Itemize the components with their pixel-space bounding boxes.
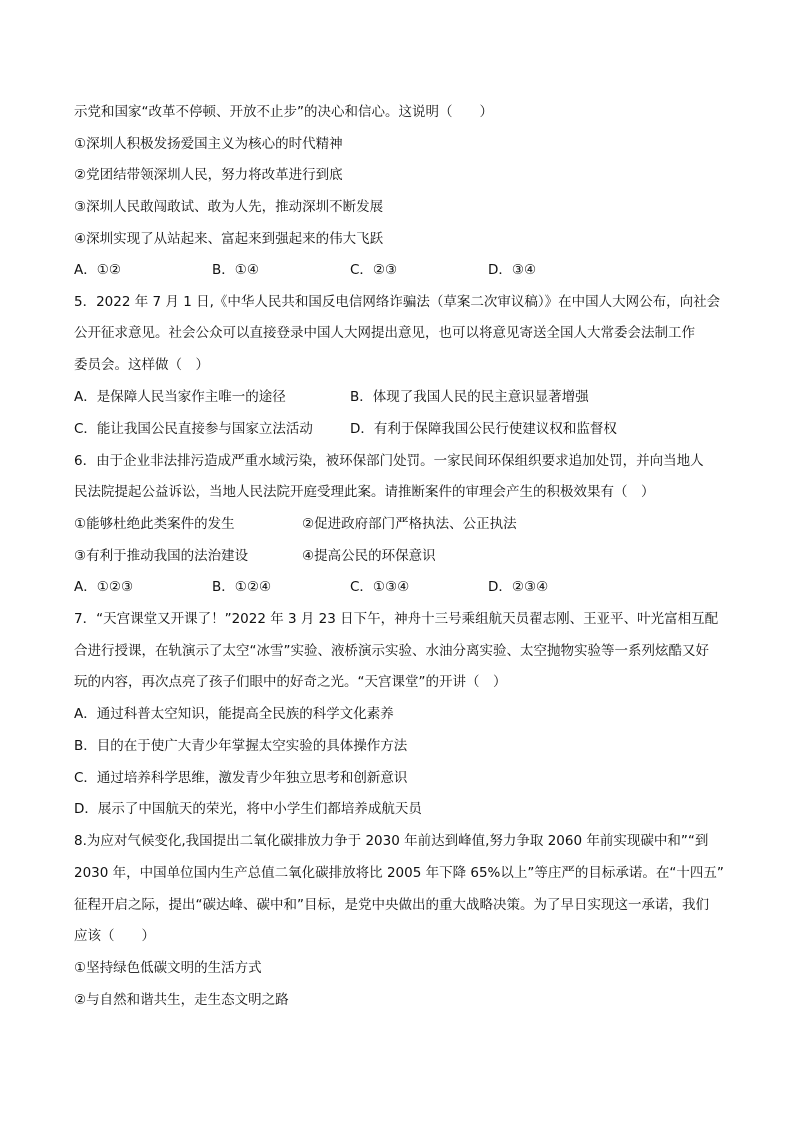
q6-items-row-1: [74, 514, 734, 534]
q6-options: [74, 577, 734, 597]
q4-option-c[interactable]: C．②③: [350, 262, 398, 278]
q4-option-a[interactable]: A．①②: [74, 262, 121, 278]
q4-options: [74, 260, 734, 280]
q7-option-b[interactable]: B．目的在于使广大青少年掌握太空实验的具体操作方法: [74, 738, 408, 754]
q4-item-1: ①深圳人积极发扬爱国主义为核心的时代精神: [74, 136, 343, 152]
q6-items-row-2: [74, 546, 734, 566]
q5-option-a[interactable]: A．是保障人民当家作主唯一的途径: [74, 389, 286, 405]
q8-item-2: ②与自然和谐共生，走生态文明之路: [74, 992, 289, 1008]
q4-item-3: ③深圳人民敢闯敢试、敢为人先，推动深圳不断发展: [74, 199, 384, 215]
q7-stem-line-1: 7．“天宫课堂又开课了！”2022 年 3 月 23 日下午，神舟十三号乘组航天员翟志刚、王亚平、叶光富相互配: [74, 611, 719, 627]
q6-item-3: ③有利于推动我国的法治建设: [74, 548, 249, 564]
q6-option-d[interactable]: D．②③④: [488, 579, 549, 595]
q4-stem-tail: 示党和国家“改革不停顿、开放不止步”的决心和信心。这说明（ ）: [74, 104, 493, 120]
q4-item-2: ②党团结带领深圳人民，努力将改革进行到底: [74, 167, 343, 183]
q6-option-a[interactable]: A．①②③: [74, 579, 134, 595]
q8-stem-line-4: 应该（ ）: [74, 928, 155, 944]
q7-stem-line-3: 玩的内容，再次点亮了孩子们眼中的好奇之光。“天宫课堂”的开讲（ ）: [74, 674, 507, 690]
q5-stem-line-2: 公开征求意见。社会公众可以直接登录中国人大网提出意见，也可以将意见寄送全国人大常委会法制工作: [74, 325, 695, 341]
q6-option-c[interactable]: C．①③④: [350, 579, 410, 595]
q7-option-c[interactable]: C．通过培养科学思维，激发青少年独立思考和创新意识: [74, 770, 408, 786]
q5-stem-line-3: 委员会。这样做（ ）: [74, 357, 209, 373]
q4-option-d[interactable]: D．③④: [488, 262, 537, 278]
q6-stem-line-2: 民法院提起公益诉讼，当地人民法院开庭受理此案。请推断案件的审理会产生的积极效果有（ ）: [74, 484, 655, 500]
q6-item-4: ④提高公民的环保意识: [302, 548, 436, 564]
q5-options-row-2: [74, 419, 734, 439]
q7-option-d[interactable]: D．展示了中国航天的荣光，将中小学生们都培养成航天员: [74, 801, 422, 817]
q6-option-b[interactable]: B．①②④: [212, 579, 272, 595]
q8-stem-line-2: 2030 年，中国单位国内生产总值二氧化碳排放将比 2005 年下降 65%以上”等庄严的目标承诺。在“十四五”: [74, 865, 724, 881]
q7-stem-line-2: 合进行授课，在轨演示了太空“冰雪”实验、液桥演示实验、水油分离实验、太空抛物实验等一系列炫酷又好: [74, 643, 709, 659]
q8-stem-line-1: 8.为应对气候变化,我国提出二氧化碳排放力争于 2030 年前达到峰值,努力争取 2060 年前实现碳中和”“到: [74, 833, 709, 849]
q5-option-d[interactable]: D．有利于保障我国公民行使建议权和监督权: [350, 421, 617, 437]
q4-item-4: ④深圳实现了从站起来、富起来到强起来的伟大飞跃: [74, 231, 384, 247]
q8-stem-line-3: 征程开启之际，提出“碳达峰、碳中和”目标，是党中央做出的重大战略决策。为了早日实现这一承诺，我们: [74, 897, 709, 913]
q6-item-1: ①能够杜绝此类案件的发生: [74, 516, 235, 532]
q5-stem-line-1: 5．2022 年 7 月 1 日,《中华人民共和国反电信网络诈骗法（草案二次审议稿）》在中国人大网公布，向社会: [74, 294, 721, 310]
q6-stem-line-1: 6．由于企业非法排污造成严重水域污染，被环保部门处罚。一家民间环保组织要求追加处罚，并向当地人: [74, 453, 704, 469]
q4-option-b[interactable]: B．①④: [212, 262, 259, 278]
q7-option-a[interactable]: A．通过科普太空知识，能提高全民族的科学文化素养: [74, 706, 394, 722]
q8-item-1: ①坚持绿色低碳文明的生活方式: [74, 960, 262, 976]
q5-options-row-1: [74, 387, 734, 407]
q5-option-b[interactable]: B．体现了我国人民的民主意识显著增强: [350, 389, 589, 405]
q6-item-2: ②促进政府部门严格执法、公正执法: [302, 516, 517, 532]
q5-option-c[interactable]: C．能让我国公民直接参与国家立法活动: [74, 421, 313, 437]
